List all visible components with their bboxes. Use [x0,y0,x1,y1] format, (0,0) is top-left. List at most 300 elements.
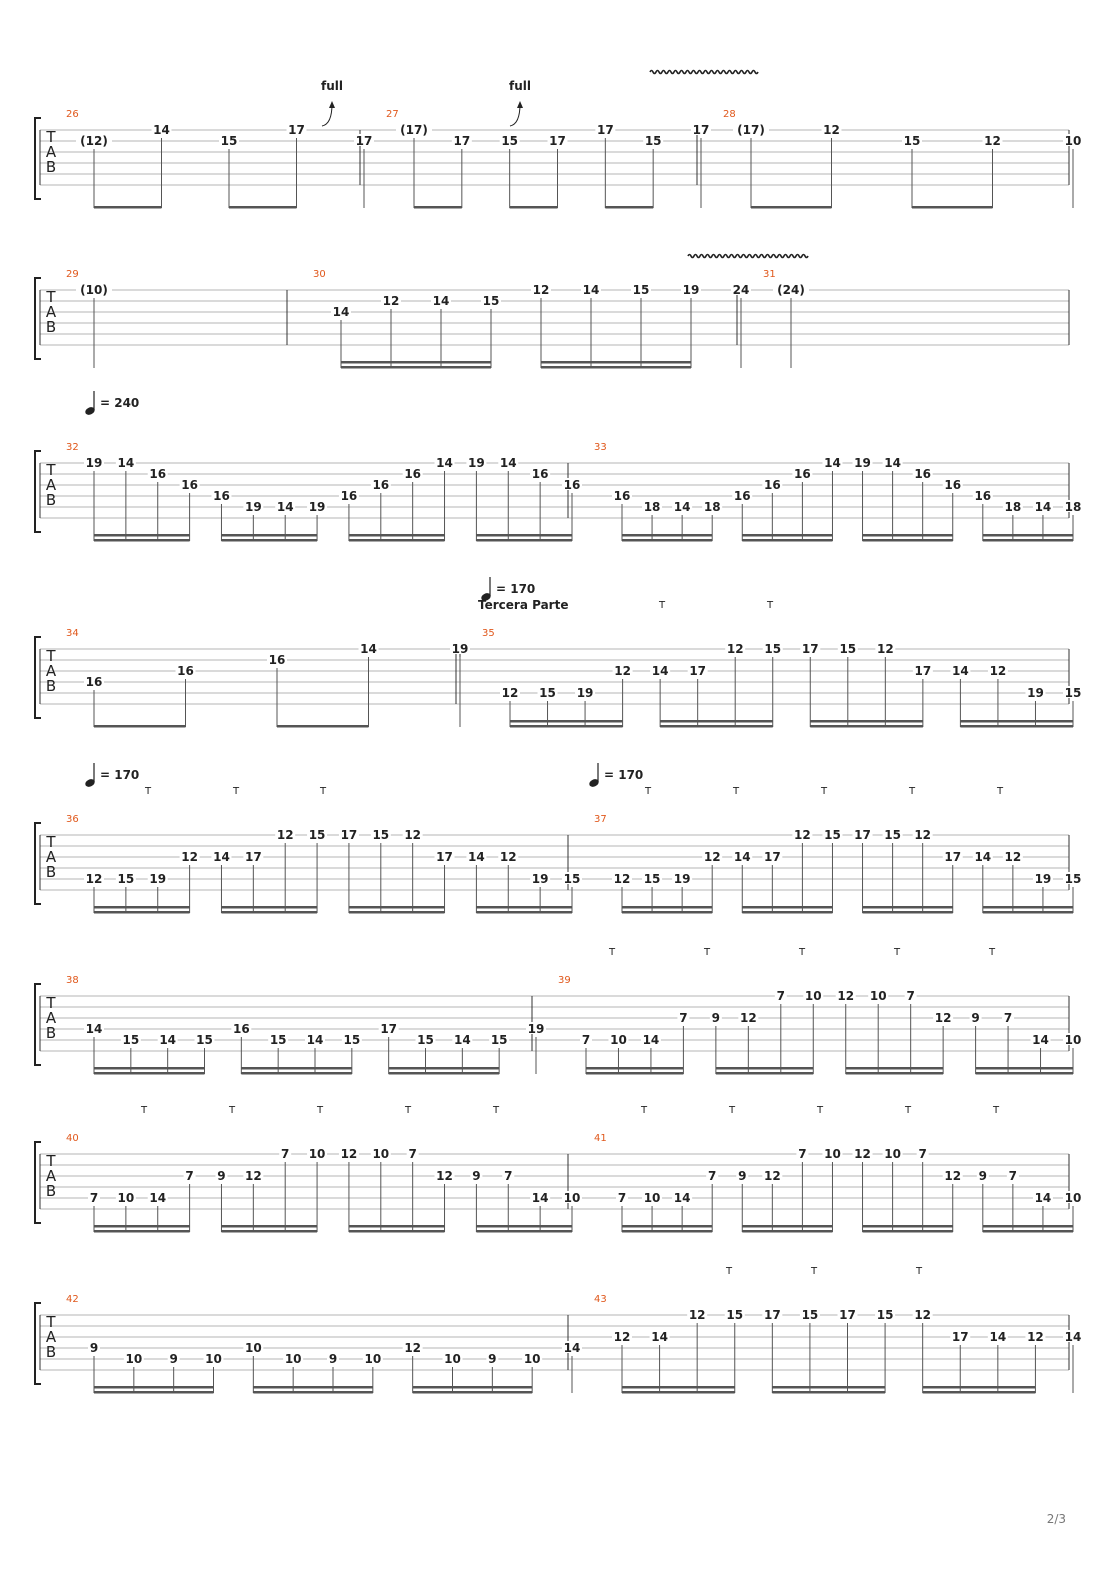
fret-number: 16 [974,489,992,503]
fret-number: 14 [85,1022,103,1036]
fret-number: 14 [153,123,170,137]
fret-number: 15 [343,1033,361,1047]
tab-clef-letter: B [45,158,57,176]
beam [476,906,572,909]
beam [241,1067,351,1070]
fret-number: 18 [1004,500,1022,514]
fret-number: 12 [854,1147,871,1161]
fret-number: 16 [213,489,230,503]
tap-marker: T [608,947,616,958]
fret-number: 10 [372,1147,390,1161]
fret-number: 17 [944,850,962,864]
fret-number: 9 [971,1011,980,1025]
tap-marker: T [904,1105,912,1116]
fret-number: 17 [436,850,453,864]
tab-clef-letter: T [46,647,56,665]
tab-clef-letter: T [46,128,56,146]
measure-number: 36 [66,814,79,825]
fret-number: 10 [308,1147,326,1161]
tap-marker: T [992,1105,1000,1116]
fret-number: 14 [1034,1191,1052,1205]
beam [983,1230,1073,1233]
fret-number: 10 [869,989,887,1003]
beam [341,366,491,369]
tap-marker: T [988,947,996,958]
fret-number: 12 [244,1169,262,1183]
bend-arrowhead-icon [517,101,523,108]
fret-number: 17 [854,828,871,842]
fret-number: 14 [582,283,600,297]
beam [229,206,297,209]
fret-number: (17) [737,123,765,137]
beam [742,911,832,914]
fret-number: 15 [417,1033,434,1047]
fret-number: 7 [89,1191,99,1205]
fret-number: 19 [673,872,691,886]
beam [846,1072,943,1075]
fret-number: 15 [501,134,519,148]
fret-number: 14 [149,1191,167,1205]
beam [742,534,832,537]
fret-number: 12 [613,872,631,886]
tap-marker: T [728,1105,736,1116]
measure-number: 32 [66,442,79,453]
tap-marker: T [725,1266,733,1277]
fret-number: 17 [244,850,262,864]
beam [476,539,572,542]
beam [476,534,572,537]
beam [476,1230,572,1233]
fret-number: 15 [196,1033,213,1047]
fret-number: 14 [432,294,450,308]
beam [389,1072,500,1075]
fret-number: 16 [531,467,549,481]
fret-number: (10) [80,283,108,297]
beam [94,1230,190,1233]
fret-number: 17 [914,664,932,678]
fret-number: 15 [122,1033,140,1047]
fret-number: 17 [340,828,358,842]
fret-number: 15 [269,1033,287,1047]
fret-number: 10 [824,1147,841,1161]
fret-number: 7 [581,1033,591,1047]
fret-number: 16 [404,467,422,481]
measure-number: 31 [763,269,776,280]
tap-marker: T [908,786,916,797]
fret-number: 14 [360,642,377,656]
fret-number: 10 [444,1352,461,1366]
beam [413,1386,532,1389]
fret-number: 15 [220,134,238,148]
beam [221,539,317,542]
fret-number: 16 [268,653,286,667]
fret-number: 7 [906,989,915,1003]
measure-number: 28 [723,109,736,120]
beam [976,1067,1073,1070]
fret-number: 15 [372,828,390,842]
beam [863,911,953,914]
fret-number: 10 [884,1147,901,1161]
staff-system [35,391,1083,542]
beam [622,534,712,537]
fret-number: 10 [643,1191,661,1205]
fret-number: 16 [914,467,932,481]
beam [94,1225,190,1228]
beam [622,539,712,542]
fret-number: 19 [682,283,700,297]
fret-number: (24) [777,283,805,297]
fret-number: 14 [989,1330,1007,1344]
fret-number: 7 [798,1147,807,1161]
beam [586,1067,683,1070]
beam [742,906,832,909]
tap-marker: T [640,1105,648,1116]
measure-number: 34 [66,628,79,639]
fret-number: 15 [117,872,135,886]
measure-number: 41 [594,1133,607,1144]
fret-number: 7 [918,1147,927,1161]
tab-clef-letter: T [46,1313,56,1331]
fret-number: 16 [944,478,962,492]
tab-clef-letter: T [46,994,56,1012]
staff-system [35,1266,1083,1394]
tab-clef-letter: A [45,1328,57,1346]
tab-clef-letter: B [45,1343,57,1361]
beam [742,1230,832,1233]
tab-clef-letter: A [45,476,57,494]
fret-number: 12 [1027,1330,1044,1344]
beam [983,1225,1073,1228]
beam [742,539,832,542]
fret-number: 12 [989,664,1007,678]
beam [510,725,623,728]
beam [253,1386,372,1389]
measure-number: 39 [558,975,571,986]
measure-number: 38 [66,975,79,986]
beam [221,534,317,537]
fret-number: 7 [1003,1011,1013,1025]
fret-number: (12) [80,134,108,148]
tab-clef-letter: B [45,491,57,509]
fret-number: 12 [436,1169,453,1183]
tempo-marking: = 170 [496,582,536,596]
fret-number: 12 [382,294,400,308]
fret-number: 17 [596,123,614,137]
measure-number: 30 [313,269,326,280]
fret-number: 16 [763,478,781,492]
beam [476,1225,572,1228]
fret-number: 14 [651,664,669,678]
fret-number: 14 [213,850,230,864]
fret-number: 9 [217,1169,226,1183]
fret-number: 19 [149,872,167,886]
fret-number: 12 [499,850,517,864]
section-label: Tercera Parte [478,598,569,612]
fret-number: 16 [181,478,198,492]
page-number: 2/3 [1046,1512,1066,1526]
tap-marker: T [228,1105,236,1116]
tap-marker: T [319,786,327,797]
beam [716,1072,813,1075]
beam [622,1230,712,1233]
fret-number: 12 [613,1330,631,1344]
fret-number: 16 [794,467,811,481]
fret-number: 12 [404,1341,422,1355]
fret-number: 10 [364,1352,382,1366]
beam [349,906,445,909]
fret-number: 14 [673,500,691,514]
beam [863,539,953,542]
beam [751,206,832,209]
fret-number: 12 [340,1147,358,1161]
beam [772,1386,885,1389]
staff-system [35,109,1083,209]
fret-number: 14 [117,456,135,470]
fret-number: 17 [951,1330,969,1344]
tempo-marking: = 170 [100,768,140,782]
measure-number: 29 [66,269,79,280]
fret-number: 14 [673,1191,691,1205]
tab-clef-letter: A [45,1009,57,1027]
bend-label: full [509,79,531,93]
tab-clef-letter: A [45,1167,57,1185]
beam [414,206,462,209]
fret-number: 10 [610,1033,627,1047]
fret-number: 14 [642,1033,660,1047]
fret-number: 17 [801,642,819,656]
tap-marker: T [798,947,806,958]
fret-number: 14 [952,664,969,678]
fret-number: 17 [549,134,566,148]
fret-number: 7 [1008,1169,1018,1183]
beam [277,725,369,728]
beam [221,1230,317,1233]
beam [605,206,653,209]
beam [810,725,923,728]
fret-number: 15 [903,134,921,148]
tab-clef-letter: B [45,863,57,881]
fret-number: 17 [380,1022,398,1036]
tap-marker: T [144,786,152,797]
beam [960,720,1073,723]
fret-number: 15 [482,294,500,308]
fret-number: 15 [726,1308,744,1322]
fret-number: 14 [974,850,992,864]
fret-number: 15 [884,828,901,842]
staff-system [35,269,1069,369]
fret-number: 15 [824,828,841,842]
fret-number: 10 [804,989,822,1003]
fret-number: 10 [117,1191,135,1205]
tab-clef-letter: T [46,833,56,851]
fret-number: 10 [244,1341,262,1355]
fret-number: 12 [532,283,550,297]
fret-number: 10 [563,1191,581,1205]
bend-arrowhead-icon [329,101,335,108]
fret-number: 9 [328,1352,338,1366]
fret-number: 16 [733,489,751,503]
beam [349,1230,445,1233]
fret-number: 19 [468,456,485,470]
fret-number: 16 [177,664,194,678]
fret-number: 10 [1064,1033,1082,1047]
fret-number: 15 [1064,686,1082,700]
fret-number: 14 [563,1341,581,1355]
tap-marker: T [316,1105,324,1116]
fret-number: 12 [1004,850,1022,864]
staff-system [35,763,1083,914]
fret-number: 16 [340,489,358,503]
tap-marker: T [996,786,1004,797]
beam [622,1386,735,1389]
beam [846,1067,943,1070]
beam [94,206,162,209]
beam [94,911,190,914]
vibrato-wave-icon [688,255,808,258]
fret-number: 14 [884,456,901,470]
fret-number: 19 [1027,686,1044,700]
fret-number: 18 [1064,500,1082,514]
beam [476,911,572,914]
fret-number: 15 [764,642,782,656]
beam [912,206,993,209]
fret-number: 7 [185,1169,194,1183]
beam [341,361,491,364]
fret-number: 12 [876,642,894,656]
fret-number: 10 [1064,1191,1082,1205]
beam [586,1072,683,1075]
beam [349,539,445,542]
beam [983,534,1073,537]
beam [622,1391,735,1394]
fret-number: 17 [839,1308,856,1322]
fret-number: 12 [763,1169,781,1183]
beam [349,911,445,914]
fret-number: 9 [978,1169,987,1183]
beam [863,1230,953,1233]
beam [241,1072,351,1075]
beam [810,720,923,723]
tap-marker: T [658,600,666,611]
tap-marker: T [820,786,828,797]
fret-number: 9 [169,1352,178,1366]
fret-number: 14 [651,1330,668,1344]
fret-number: 15 [644,134,662,148]
beam [622,911,712,914]
beam [983,911,1073,914]
fret-number: 12 [688,1308,706,1322]
fret-number: 10 [523,1352,541,1366]
fret-number: 12 [181,850,198,864]
fret-number: 14 [1064,1330,1082,1344]
fret-number: 19 [854,456,871,470]
tap-marker: T [915,1266,923,1277]
beam [742,1225,832,1228]
fret-number: 19 [244,500,262,514]
fret-number: 24 [732,283,750,297]
beam [863,906,953,909]
tab-clef-letter: B [45,1024,57,1042]
fret-number: 17 [288,123,305,137]
staff-system [35,577,1083,728]
tap-marker: T [644,786,652,797]
measure-number: 42 [66,1294,79,1305]
fret-number: 18 [643,500,661,514]
tap-marker: T [492,1105,500,1116]
fret-number: 14 [499,456,517,470]
fret-number: 14 [332,305,350,319]
beam [349,1225,445,1228]
tempo-marking: = 240 [100,396,140,410]
staff-system [35,1105,1083,1233]
fret-number: 12 [794,828,811,842]
fret-number: 14 [1034,500,1052,514]
beam [923,1386,1036,1389]
tap-marker: T [816,1105,824,1116]
fret-number: 19 [308,500,326,514]
fret-number: 7 [776,989,785,1003]
beam [389,1067,500,1070]
tab-clef-letter: T [46,288,56,306]
fret-number: 14 [531,1191,549,1205]
fret-number: 7 [708,1169,717,1183]
fret-number: 7 [281,1147,290,1161]
fret-number: 15 [632,283,650,297]
fret-number: 12 [914,828,932,842]
beam [541,366,691,369]
beam [923,1391,1036,1394]
tap-marker: T [732,786,740,797]
beam [510,720,623,723]
fret-number: 15 [876,1308,894,1322]
fret-number: 19 [85,456,103,470]
measure-number: 37 [594,814,607,825]
beam [94,1391,214,1394]
fret-number: 15 [839,642,857,656]
measure-number: 26 [66,109,79,120]
tab-clef-letter: A [45,662,57,680]
tab-clef-letter: A [45,303,57,321]
beam [413,1391,532,1394]
fret-number: 12 [944,1169,962,1183]
fret-number: 10 [1064,134,1082,148]
beam [221,906,317,909]
fret-number: 16 [372,478,390,492]
fret-number: 9 [711,1011,721,1025]
measure-number: 33 [594,442,607,453]
fret-number: 14 [436,456,453,470]
tap-marker: T [140,1105,148,1116]
fret-number: 15 [308,828,326,842]
fret-number: 14 [276,500,294,514]
fret-number: 12 [85,872,103,886]
fret-number: 12 [914,1308,932,1322]
tap-marker: T [703,947,711,958]
beam [94,534,190,537]
fret-number: 17 [453,134,471,148]
fret-number: 15 [801,1308,819,1322]
fret-number: 12 [276,828,294,842]
fret-number: 10 [284,1352,302,1366]
tab-clef-letter: T [46,1152,56,1170]
fret-number: 9 [488,1352,497,1366]
fret-number: 12 [501,686,519,700]
measure-number: 27 [386,109,399,120]
fret-number: 12 [837,989,855,1003]
beam [221,911,317,914]
tab-clef-letter: T [46,461,56,479]
fret-number: 7 [504,1169,513,1183]
